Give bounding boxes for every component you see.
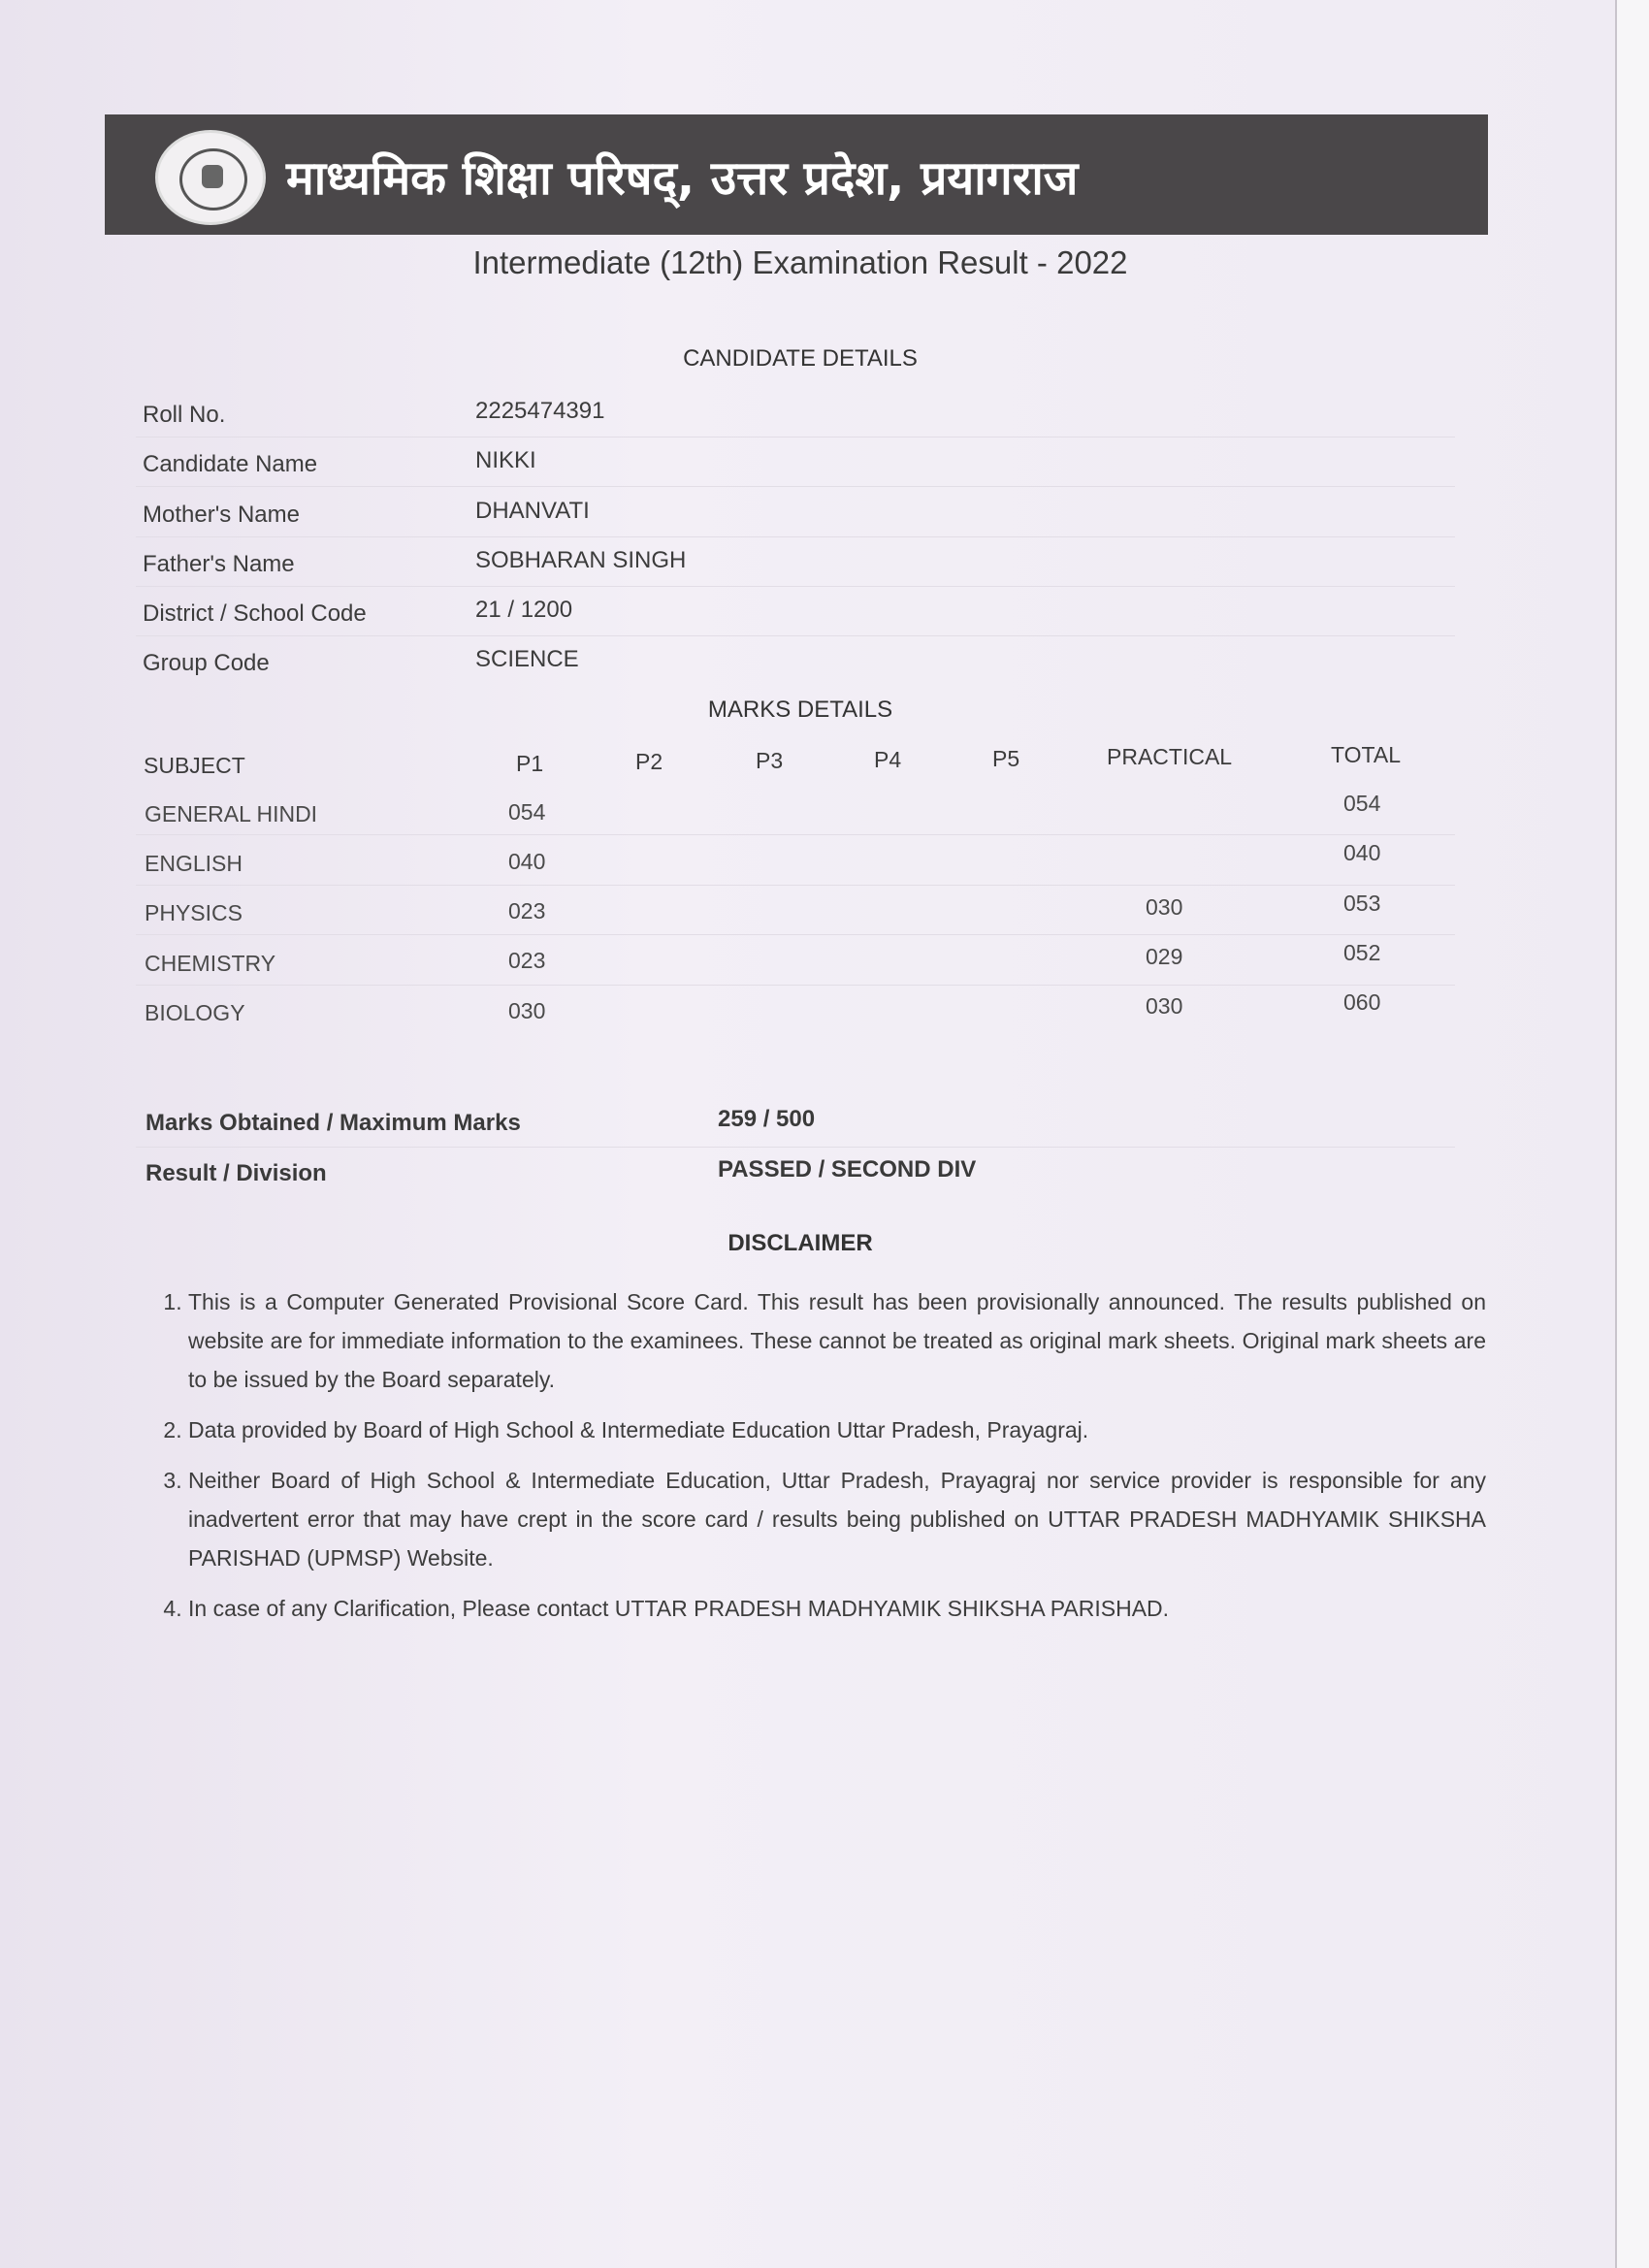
p1-cell: 040	[508, 849, 546, 874]
disclaimer-item: 3. Neither Board of High School & Intermediate Education, Uttar Pradesh, Prayagraj nor service provider is responsible for any inadvertent error that may have crept in the score card / results being published on UTTAR PRADESH MADHYAMIK SHIKSHA PARISHAD (UPMSP) Website.	[188, 1461, 1486, 1577]
candidate-name-value: NIKKI	[475, 447, 536, 473]
divider	[136, 586, 1455, 587]
practical-cell: 030	[1146, 894, 1183, 920]
result-division-value: PASSED / SECOND DIV	[718, 1156, 977, 1183]
mother-name-label: Mother's Name	[143, 502, 300, 528]
p1-cell: 030	[508, 998, 546, 1023]
paper-edge	[1615, 0, 1649, 2268]
col-p3-header: P3	[756, 748, 784, 773]
group-code-label: Group Code	[143, 650, 270, 676]
subject-cell: CHEMISTRY	[145, 951, 276, 976]
divider	[136, 536, 1455, 537]
disclaimer-item: 4. In case of any Clarification, Please contact UTTAR PRADESH MADHYAMIK SHIKSHA PARISHAD.	[188, 1589, 1486, 1628]
practical-cell: 029	[1146, 944, 1183, 969]
disclaimer-item: 1. This is a Computer Generated Provisional Score Card. This result has been provisionally announced. The results published on website are for immediate information to the examinees. These cannot be treated as original mark sheets. Original mark sheets are to be issued by the Board separately.	[188, 1282, 1486, 1399]
father-name-value: SOBHARAN SINGH	[475, 547, 687, 573]
col-p1-header: P1	[516, 751, 544, 776]
total-cell: 053	[1343, 891, 1381, 916]
marks-obtained-value: 259 / 500	[718, 1106, 816, 1132]
col-p4-header: P4	[874, 747, 902, 772]
divider	[136, 1147, 1455, 1148]
candidate-name-label: Candidate Name	[143, 451, 318, 477]
board-logo-icon	[155, 130, 266, 225]
divider	[136, 834, 1455, 835]
emblem-icon	[179, 148, 247, 211]
col-total-header: TOTAL	[1331, 742, 1401, 767]
district-school-code-label: District / School Code	[143, 600, 367, 627]
col-subject-header: SUBJECT	[144, 753, 245, 778]
divider	[136, 985, 1455, 986]
col-p5-header: P5	[992, 746, 1020, 771]
marks-obtained-label: Marks Obtained / Maximum Marks	[146, 1110, 521, 1136]
col-p2-header: P2	[635, 749, 663, 774]
divider	[136, 635, 1455, 636]
roll-no-value: 2225474391	[475, 398, 605, 424]
subject-cell: BIOLOGY	[145, 1000, 245, 1025]
divider	[136, 486, 1455, 487]
disclaimer-title: DISCLAIMER	[728, 1230, 873, 1256]
disclaimer-list	[155, 1282, 1486, 1639]
p1-cell: 023	[508, 948, 546, 973]
marks-section-title: MARKS DETAILS	[707, 697, 893, 723]
subject-cell: PHYSICS	[145, 900, 242, 925]
col-practical-header: PRACTICAL	[1107, 744, 1233, 769]
divider	[136, 885, 1455, 886]
exam-title: Intermediate (12th) Examination Result - 2022	[472, 244, 1128, 280]
total-cell: 052	[1343, 940, 1381, 965]
board-name: माध्यमिक शिक्षा परिषद्, उत्तर प्रदेश, प्रयागराज	[286, 151, 1079, 206]
disclaimer-item: 2. Data provided by Board of High School & Intermediate Education Uttar Pradesh, Prayagraj.	[188, 1410, 1486, 1449]
subject-cell: ENGLISH	[145, 851, 242, 876]
roll-no-label: Roll No.	[143, 402, 226, 428]
total-cell: 060	[1343, 989, 1381, 1015]
p1-cell: 054	[508, 799, 546, 825]
subject-cell: GENERAL HINDI	[145, 801, 318, 826]
divider	[136, 934, 1455, 935]
father-name-label: Father's Name	[143, 551, 295, 577]
group-code-value: SCIENCE	[475, 646, 579, 672]
p1-cell: 023	[508, 898, 546, 923]
practical-cell: 030	[1146, 993, 1183, 1019]
total-cell: 040	[1343, 840, 1381, 865]
mother-name-value: DHANVATI	[475, 498, 590, 524]
total-cell: 054	[1343, 791, 1381, 816]
result-division-label: Result / Division	[146, 1160, 327, 1186]
candidate-section-title: CANDIDATE DETAILS	[683, 345, 918, 372]
district-school-code-value: 21 / 1200	[475, 597, 573, 623]
